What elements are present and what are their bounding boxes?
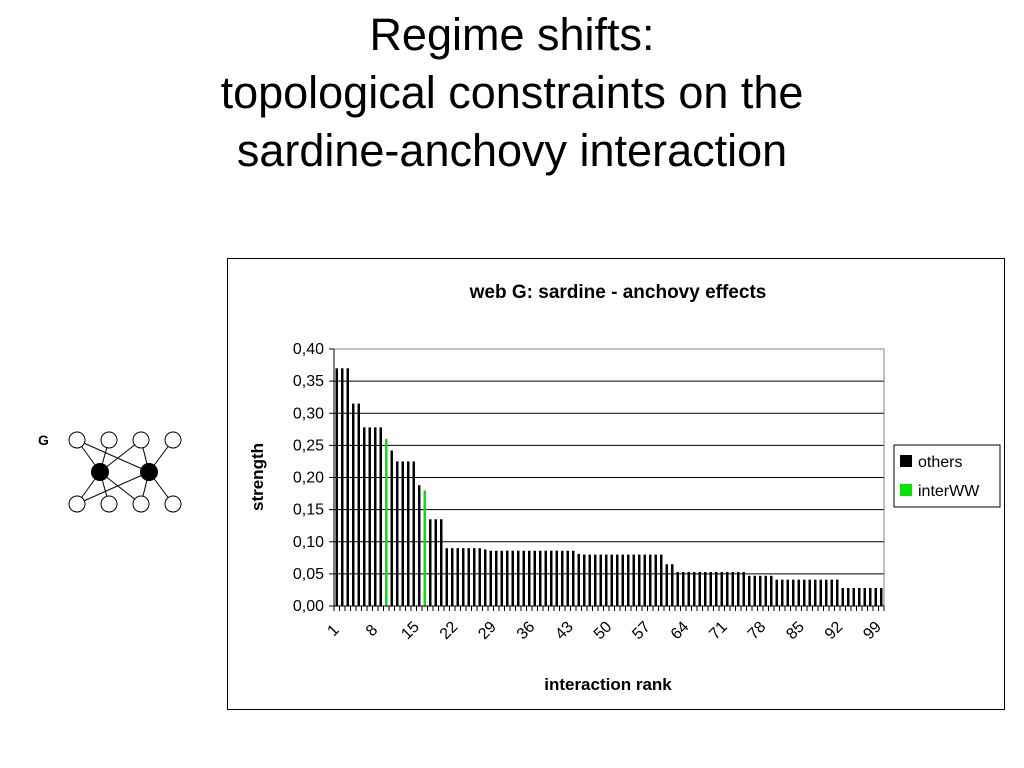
bar-others-79 bbox=[765, 576, 767, 606]
web-diagram-label: G bbox=[38, 432, 49, 448]
bar-others-84 bbox=[792, 580, 794, 606]
bar-others-91 bbox=[831, 580, 833, 606]
slide-title-line-1: Regime shifts: bbox=[369, 9, 655, 60]
bar-others-72 bbox=[726, 572, 728, 606]
bar-others-12 bbox=[396, 461, 398, 606]
x-tick-label: 85 bbox=[783, 618, 808, 644]
bar-others-4 bbox=[352, 404, 354, 606]
x-axis-label: interaction rank bbox=[544, 675, 672, 694]
chart-title: web G: sardine - anchovy effects bbox=[469, 282, 767, 303]
bar-others-73 bbox=[732, 572, 734, 606]
bar-others-43 bbox=[567, 551, 569, 606]
bar-interww-10 bbox=[385, 439, 387, 606]
bar-others-1 bbox=[336, 368, 338, 606]
bar-others-16 bbox=[418, 485, 420, 606]
bar-others-31 bbox=[501, 551, 503, 606]
bar-others-41 bbox=[556, 551, 558, 606]
bar-others-92 bbox=[836, 580, 838, 606]
bar-others-46 bbox=[583, 555, 585, 606]
bar-others-100 bbox=[880, 588, 882, 606]
bar-others-34 bbox=[517, 551, 519, 606]
bar-others-32 bbox=[506, 551, 508, 606]
x-tick-label: 99 bbox=[860, 618, 885, 644]
y-axis-label: strength bbox=[248, 443, 267, 511]
bar-others-76 bbox=[748, 576, 750, 606]
bar-others-21 bbox=[446, 548, 448, 606]
bar-others-42 bbox=[561, 551, 563, 606]
legend-swatch-others bbox=[900, 455, 912, 467]
web-node bbox=[101, 496, 117, 512]
bar-others-20 bbox=[440, 519, 442, 606]
bar-others-83 bbox=[787, 580, 789, 606]
bar-others-65 bbox=[688, 572, 690, 606]
x-tick-label: 50 bbox=[590, 618, 616, 644]
y-tick-label: 0,00 bbox=[292, 598, 324, 615]
chart-frame bbox=[227, 258, 1005, 710]
bar-others-7 bbox=[369, 427, 371, 606]
bar-others-54 bbox=[627, 555, 629, 606]
bar-others-15 bbox=[413, 461, 415, 606]
bar-others-22 bbox=[451, 548, 453, 606]
bar-others-75 bbox=[743, 572, 745, 606]
x-tick-label: 43 bbox=[552, 618, 577, 644]
bar-others-36 bbox=[528, 551, 530, 606]
legend-swatch-interww bbox=[900, 484, 912, 496]
legend-label-others: others bbox=[918, 454, 963, 471]
bar-others-66 bbox=[693, 572, 695, 606]
bar-interww-17 bbox=[424, 490, 426, 606]
y-tick-label: 0,15 bbox=[292, 501, 324, 519]
bar-others-94 bbox=[847, 588, 849, 606]
bar-others-59 bbox=[655, 555, 657, 606]
bar-layer bbox=[336, 368, 883, 606]
bar-others-48 bbox=[594, 555, 596, 606]
x-tick-label: 22 bbox=[436, 618, 462, 644]
web-node bbox=[69, 496, 85, 512]
web-node bbox=[133, 496, 149, 512]
bar-others-24 bbox=[462, 548, 464, 606]
bar-others-35 bbox=[523, 551, 525, 606]
bar-others-88 bbox=[814, 580, 816, 606]
y-tick-label: 0,30 bbox=[292, 405, 324, 423]
bar-others-38 bbox=[539, 551, 541, 606]
chart-legend bbox=[894, 445, 1000, 507]
bar-others-5 bbox=[358, 404, 360, 606]
bar-others-61 bbox=[666, 564, 668, 606]
bar-others-69 bbox=[710, 572, 712, 606]
web-top-nodes bbox=[69, 432, 181, 448]
bar-others-2 bbox=[341, 368, 343, 606]
bar-others-44 bbox=[572, 551, 574, 606]
bar-others-26 bbox=[473, 548, 475, 606]
bar-others-67 bbox=[699, 572, 701, 606]
bar-others-62 bbox=[671, 564, 673, 606]
x-tick-label: 64 bbox=[667, 618, 693, 644]
food-web-diagram bbox=[30, 420, 200, 520]
bar-others-98 bbox=[869, 588, 871, 606]
bar-others-52 bbox=[616, 555, 618, 606]
bar-others-89 bbox=[820, 580, 822, 606]
bar-others-45 bbox=[578, 554, 580, 606]
bar-others-81 bbox=[776, 580, 778, 606]
y-tick-label: 0,40 bbox=[292, 341, 324, 358]
slide-title bbox=[0, 6, 1024, 180]
x-tick-label: 29 bbox=[475, 618, 500, 644]
bar-others-49 bbox=[600, 555, 602, 606]
web-node-anchovy bbox=[141, 464, 158, 481]
x-tick-label: 1 bbox=[324, 621, 343, 640]
bar-others-8 bbox=[374, 427, 376, 606]
bar-others-37 bbox=[534, 551, 536, 606]
bar-others-97 bbox=[864, 588, 866, 606]
x-tick-label: 8 bbox=[362, 621, 382, 640]
bar-others-50 bbox=[605, 555, 607, 606]
bar-others-19 bbox=[435, 519, 437, 606]
x-tick-label: 71 bbox=[706, 618, 731, 644]
x-tick-label: 36 bbox=[513, 618, 539, 644]
bar-others-58 bbox=[649, 555, 651, 606]
web-bottom-nodes bbox=[69, 496, 181, 512]
bar-others-64 bbox=[682, 572, 684, 606]
y-tick-label: 0,25 bbox=[292, 437, 324, 455]
bar-others-77 bbox=[754, 576, 756, 606]
bar-others-14 bbox=[407, 461, 409, 606]
bar-others-13 bbox=[402, 461, 404, 606]
web-node-sardine bbox=[92, 464, 109, 481]
bar-others-93 bbox=[842, 588, 844, 606]
bar-others-74 bbox=[737, 572, 739, 606]
bar-others-47 bbox=[589, 555, 591, 606]
x-tick-label: 78 bbox=[744, 618, 770, 644]
bar-others-9 bbox=[380, 427, 382, 606]
bar-others-60 bbox=[660, 555, 662, 606]
bar-others-29 bbox=[490, 551, 492, 606]
bar-others-27 bbox=[479, 548, 481, 606]
slide-title-line-3: sardine-anchovy interaction bbox=[236, 125, 788, 176]
web-middle-nodes bbox=[92, 464, 158, 481]
bar-others-3 bbox=[347, 368, 349, 606]
bar-others-40 bbox=[550, 551, 552, 606]
web-node bbox=[69, 432, 85, 448]
bar-others-57 bbox=[644, 555, 646, 606]
bar-others-71 bbox=[721, 572, 723, 606]
bar-others-11 bbox=[391, 451, 393, 606]
bar-others-55 bbox=[633, 555, 635, 606]
bar-others-70 bbox=[715, 572, 717, 606]
bar-chart bbox=[228, 259, 1006, 711]
bar-others-25 bbox=[468, 548, 470, 606]
bar-others-99 bbox=[875, 588, 877, 606]
y-tick-label: 0,10 bbox=[292, 533, 324, 551]
grid-layer bbox=[334, 349, 884, 606]
bar-others-80 bbox=[770, 576, 772, 606]
bar-others-90 bbox=[825, 580, 827, 606]
bar-others-30 bbox=[495, 551, 497, 606]
bar-others-6 bbox=[363, 427, 365, 606]
x-tick-label: 92 bbox=[821, 618, 847, 644]
bar-others-85 bbox=[798, 580, 800, 606]
web-node bbox=[101, 432, 117, 448]
legend-label-interww: interWW bbox=[918, 483, 980, 500]
web-node bbox=[133, 432, 149, 448]
bar-others-78 bbox=[759, 576, 761, 606]
y-tick-label: 0,05 bbox=[292, 565, 324, 583]
bar-others-56 bbox=[638, 555, 640, 606]
bar-others-87 bbox=[809, 580, 811, 606]
bar-others-63 bbox=[677, 572, 679, 606]
bar-others-53 bbox=[622, 555, 624, 606]
y-tick-label: 0,35 bbox=[292, 373, 324, 391]
web-node bbox=[165, 432, 181, 448]
bar-others-39 bbox=[545, 551, 547, 606]
web-node bbox=[165, 496, 181, 512]
bar-others-28 bbox=[484, 549, 486, 606]
bar-others-18 bbox=[429, 519, 431, 606]
y-tick-label: 0,20 bbox=[292, 469, 324, 487]
bar-others-68 bbox=[704, 572, 706, 606]
bar-others-86 bbox=[803, 580, 805, 606]
slide-title-line-2: topological constraints on the bbox=[220, 67, 804, 118]
bar-others-82 bbox=[781, 580, 783, 606]
bar-others-33 bbox=[512, 551, 514, 606]
x-tick-label: 57 bbox=[629, 618, 654, 644]
bar-others-96 bbox=[858, 588, 860, 606]
bar-others-95 bbox=[853, 588, 855, 606]
bar-others-51 bbox=[611, 555, 613, 606]
x-tick-label: 15 bbox=[398, 618, 423, 644]
bar-others-23 bbox=[457, 548, 459, 606]
